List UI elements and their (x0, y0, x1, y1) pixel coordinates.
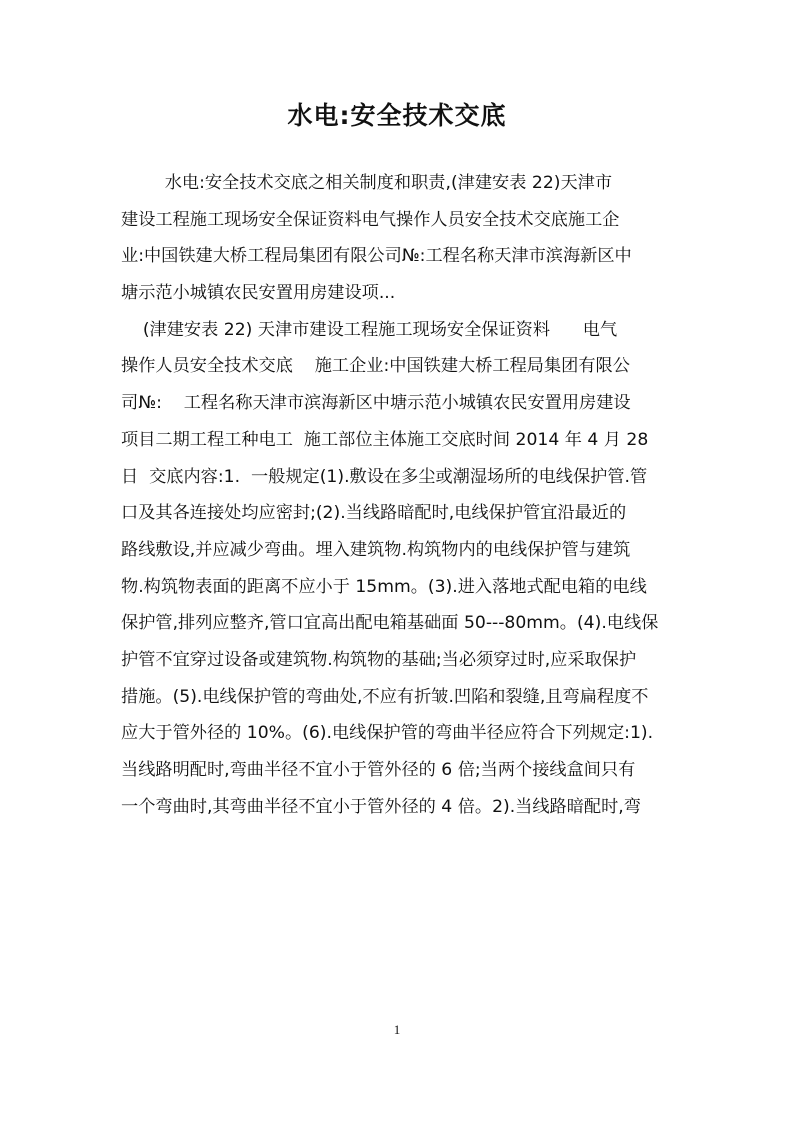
body-line: (津建安表 22) 天津市建设工程施工现场安全保证资料 电气 (121, 319, 618, 340)
body-line: 司№: 工程名称天津市滨海新区中塘示范小城镇农民安置用房建设 (121, 393, 631, 414)
body-line: 措施。(5).电线保护管的弯曲处,不应有折皱.凹陷和裂缝,且弯扁程度不 (121, 686, 649, 707)
body-line: 护管不宜穿过设备或建筑物.构筑物的基础;当必须穿过时,应采取保护 (121, 649, 637, 670)
document-body (121, 165, 674, 825)
body-line: 业:中国铁建大桥工程局集团有限公司№:工程名称天津市滨海新区中 (121, 246, 632, 267)
body-line: 应大于管外径的 10%。(6).电线保护管的弯曲半径应符合下列规定:1). (121, 723, 654, 744)
body-line: 操作人员安全技术交底 施工企业:中国铁建大桥工程局集团有限公 (121, 356, 630, 377)
body-line: 日 交底内容:1. 一般规定(1).敷设在多尘或潮湿场所的电线保护管.管 (121, 466, 648, 487)
body-line: 水电:安全技术交底之相关制度和职责,(津建安表 22)天津市 (121, 173, 613, 193)
body-line: 建设工程施工现场安全保证资料电气操作人员安全技术交底施工企 (121, 209, 620, 230)
body-line: 项目二期工程工种电工 施工部位主体施工交底时间 2014 年 4 月 28 (121, 429, 649, 450)
body-line: 路线敷设,并应减少弯曲。埋入建筑物.构筑物内的电线保护管与建筑 (121, 539, 631, 560)
body-line: 保护管,排列应整齐,管口宜高出配电箱基础面 50---80mm。(4).电线保 (121, 613, 659, 634)
body-line: 口及其各连接处均应密封;(2).当线路暗配时,电线保护管宜沿最近的 (121, 503, 627, 524)
body-line: 物.构筑物表面的距离不应小于 15mm。(3).进入落地式配电箱的电线 (121, 576, 647, 597)
page-number: 1 (393, 1022, 401, 1037)
document-title: 水电:安全技术交底 (287, 101, 507, 130)
body-line: 当线路明配时,弯曲半径不宜小于管外径的 6 倍;当两个接线盒间只有 (121, 760, 636, 780)
body-line: 一个弯曲时,其弯曲半径不宜小于管外径的 4 倍。2).当线路暗配时,弯 (121, 796, 641, 817)
body-line: 塘示范小城镇农民安置用房建设项... (121, 283, 396, 304)
